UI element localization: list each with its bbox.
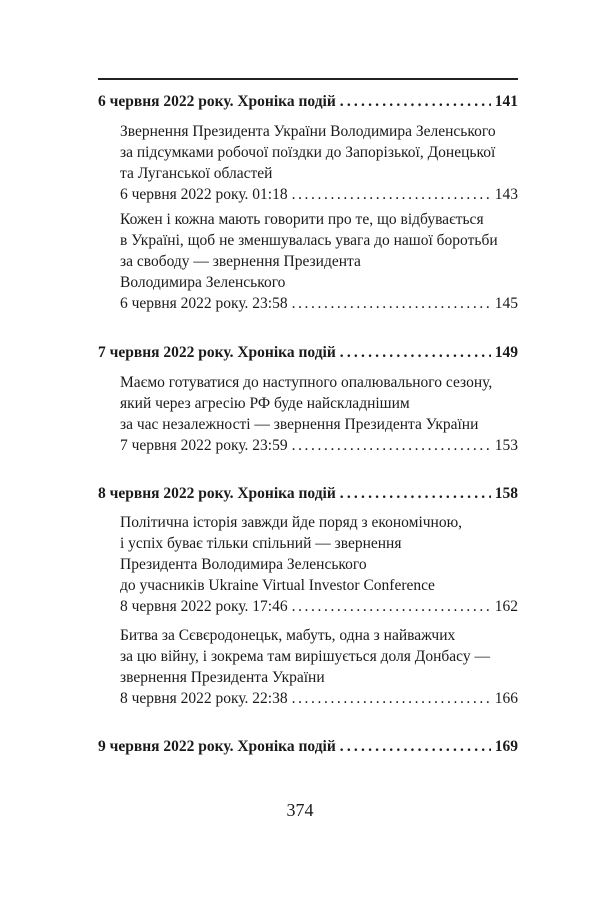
entry-title-line: який через агресію РФ буде найскладнішим: [120, 395, 410, 412]
entry-page: 166: [494, 690, 518, 707]
entry-title-line: за цю війну, і зокрема там вирішується доля Донбасу —: [120, 648, 490, 665]
dot-leader: [340, 736, 491, 757]
entry-title-line: Кожен і кожна мають говорити про те, що відбувається: [120, 211, 484, 228]
dot-leader: [340, 483, 491, 504]
toc-section-heading[interactable]: [98, 483, 518, 504]
entry-title-line: Володимира Зеленського: [120, 274, 286, 291]
heading-title: 9 червня 2022 року. Хроніка подій: [98, 738, 336, 755]
heading-title: 8 червня 2022 року. Хроніка подій: [98, 485, 336, 502]
toc-section-heading[interactable]: [98, 736, 518, 757]
entry-title-line: в Україні, щоб не зменшувалась увага до нашої боротьби: [120, 232, 498, 249]
entry-date: 6 червня 2022 року. 01:18: [120, 186, 288, 203]
entry-title-line: Маємо готуватися до наступного опалювального сезону,: [120, 374, 493, 391]
entry-title-line: Битва за Сєвєродонецьк, мабуть, одна з найважчих: [120, 627, 456, 644]
toc-entry[interactable]: [120, 372, 518, 456]
dot-leader: [292, 184, 491, 205]
entry-title-line: до учасників Ukraine Virtual Investor Conference: [120, 577, 435, 594]
heading-page: 141: [494, 93, 518, 110]
toc-entry[interactable]: [120, 625, 518, 709]
entry-title-line: за підсумками робочої поїздки до Запорізької, Донецької: [120, 144, 496, 161]
heading-title: 6 червня 2022 року. Хроніка подій: [98, 93, 336, 110]
dot-leader: [340, 342, 491, 363]
heading-page: 149: [494, 344, 518, 361]
entry-title-line: звернення Президента України: [120, 669, 325, 686]
page-number: 374: [286, 800, 314, 820]
toc-entry[interactable]: [120, 209, 518, 314]
entry-title-line: Політична історія завжди йде поряд з економічною,: [120, 514, 463, 531]
entry-title-line: Президента Володимира Зеленського: [120, 556, 367, 573]
dot-leader: [292, 596, 491, 617]
entry-date: 6 червня 2022 року. 23:58: [120, 295, 288, 312]
entry-page: 143: [494, 186, 518, 203]
dot-leader: [292, 688, 491, 709]
toc-entry[interactable]: [120, 121, 518, 205]
dot-leader: [292, 435, 491, 456]
entry-date: 8 червня 2022 року. 17:46: [120, 598, 288, 615]
entry-date: 8 червня 2022 року. 22:38: [120, 690, 288, 707]
entry-page: 162: [494, 598, 518, 615]
entry-title-line: і успіх буває тільки спільний — звернення: [120, 535, 402, 552]
entry-date: 7 червня 2022 року. 23:59: [120, 437, 288, 454]
toc-entry[interactable]: [120, 512, 518, 617]
entry-title-line: та Луганської областей: [120, 165, 273, 182]
entry-page: 145: [494, 295, 518, 312]
heading-page: 169: [494, 738, 518, 755]
toc-section-heading[interactable]: [98, 91, 518, 112]
dot-leader: [340, 91, 491, 112]
entry-page: 153: [494, 437, 518, 454]
heading-title: 7 червня 2022 року. Хроніка подій: [98, 344, 336, 361]
top-rule: [98, 78, 518, 80]
entry-title-line: Звернення Президента України Володимира Зеленського: [120, 123, 496, 140]
entry-title-line: за час незалежності — звернення Президента України: [120, 416, 479, 433]
heading-page: 158: [494, 485, 518, 502]
toc-section-heading[interactable]: [98, 342, 518, 363]
entry-title-line: за свободу — звернення Президента: [120, 253, 361, 270]
dot-leader: [292, 293, 491, 314]
